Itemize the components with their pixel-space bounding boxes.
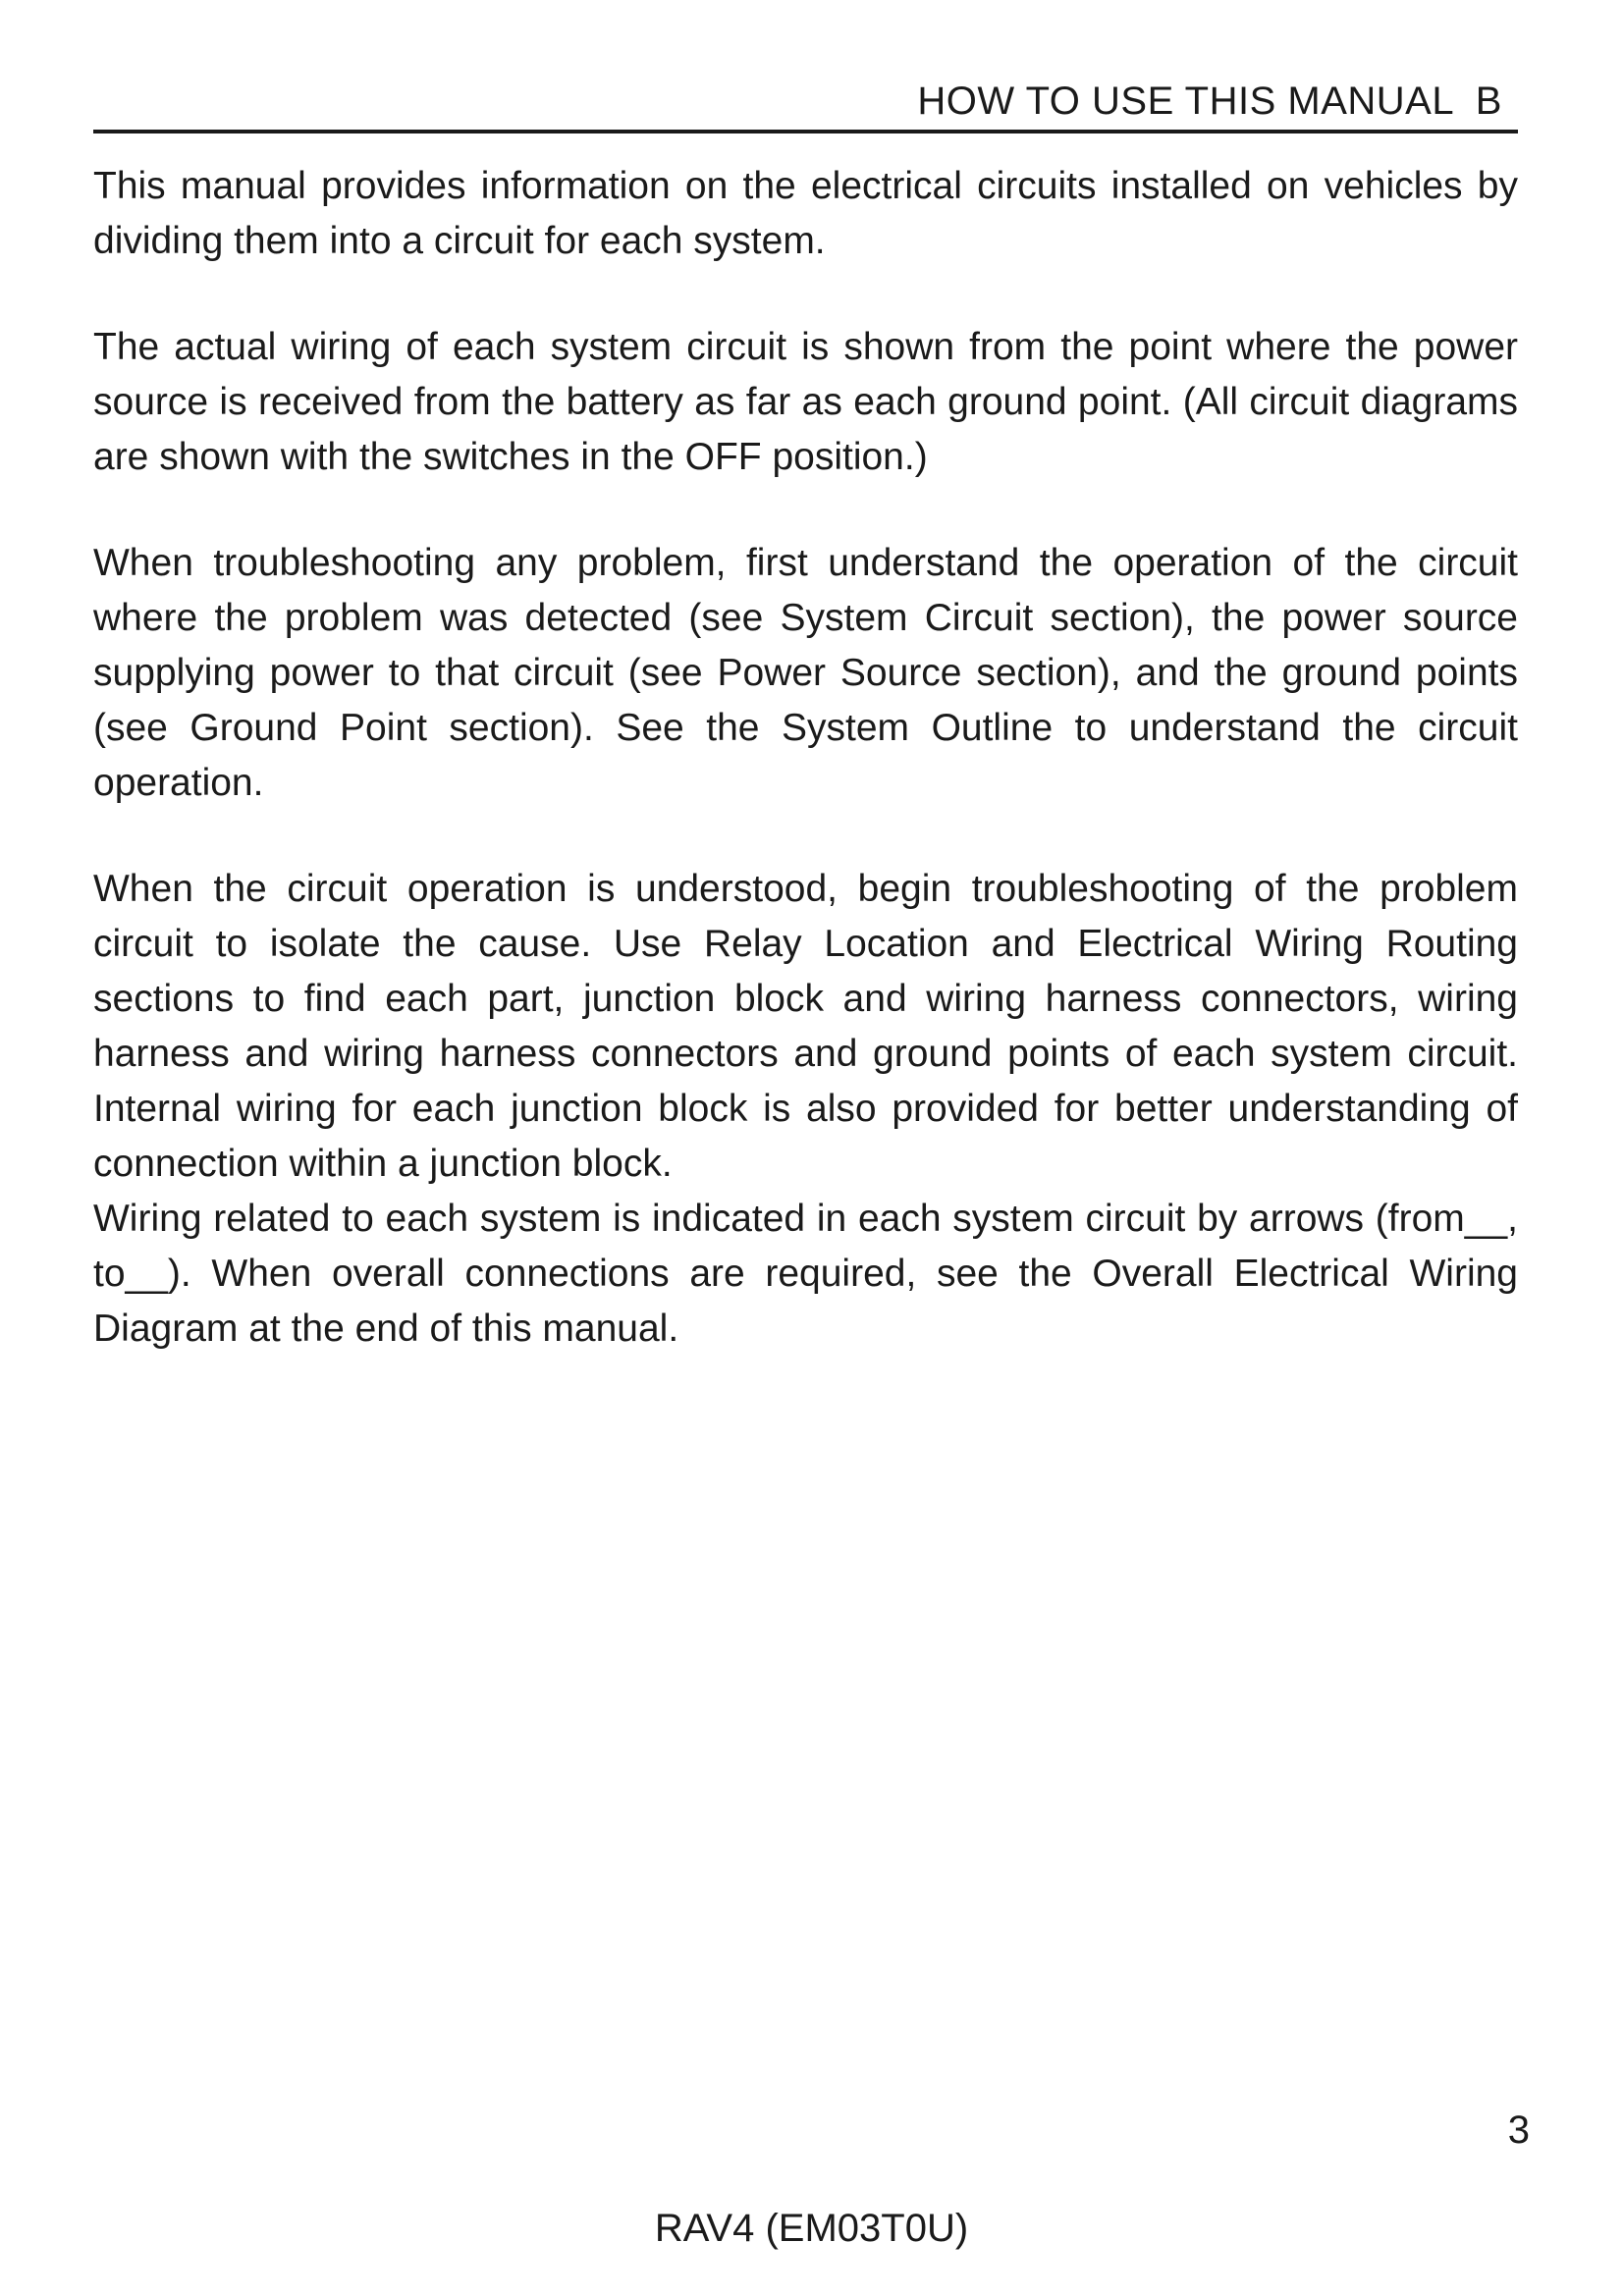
section-title: HOW TO USE THIS MANUAL B xyxy=(917,80,1502,123)
paragraph-circuit-operation: When the circuit operation is understood, begin troubleshooting of the problem circuit to isolate the cause. Use Relay Location and Electrical Wiring Routing sections to find each part, junction block and wiring harness connectors, wiring harness and wiring harness connectors and ground points of each system circuit. Internal wiring for each junction block is also provided for better understanding of connection within a junction block. xyxy=(93,868,1518,1185)
manual-body xyxy=(93,159,1518,1357)
paragraph-intro: This manual provides information on the electrical circuits installed on vehicles by dividing them into a circuit for each system. xyxy=(93,165,1518,262)
paragraph-wiring: The actual wiring of each system circuit is shown from the point where the power source is received from the battery as far as each ground point. (All circuit diagrams are shown with the switches in the OFF position.) xyxy=(93,326,1518,478)
document-code: RAV4 (EM03T0U) xyxy=(654,2207,969,2250)
paragraph-wiring-arrows: Wiring related to each system is indicated in each system circuit by arrows (from__, to__). When overall connections are required, see the Overall Electrical Wiring Diagram at the end of this manual. xyxy=(93,1198,1518,1350)
page-number: 3 xyxy=(1507,2109,1530,2152)
paragraph-troubleshooting: When troubleshooting any problem, first understand the operation of the circuit where the problem was detected (see System Circuit section), the power source supplying power to that circuit (see Power Source section), and the ground points (see Ground Point section). See the System Outline to understand the circuit operation. xyxy=(93,542,1518,804)
page-header xyxy=(93,69,1518,133)
